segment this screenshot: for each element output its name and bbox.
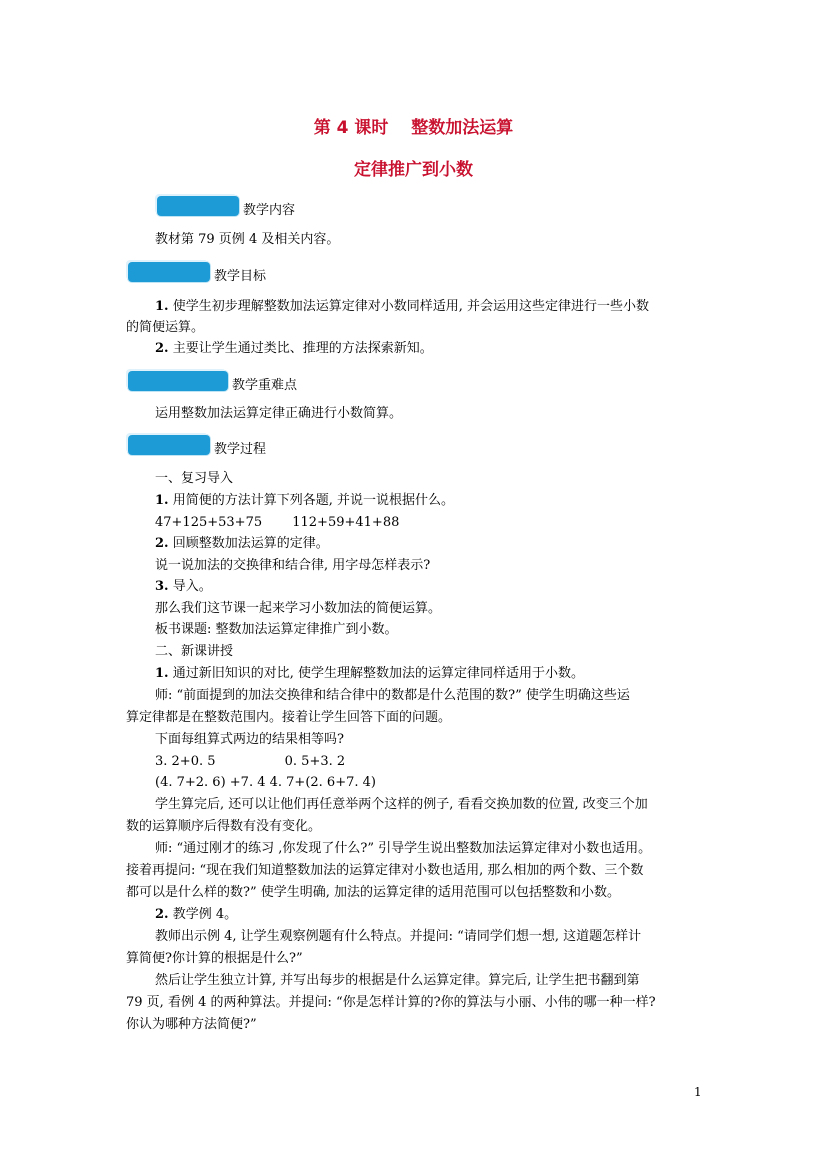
goal-1-continued: 的简便运算。 xyxy=(126,320,205,335)
content-text: 教材第 79 页例 4 及相关内容。 xyxy=(155,232,340,247)
review-item-3 xyxy=(155,577,212,597)
review-item-2-number: 2. xyxy=(155,536,169,551)
goal-1-number: 1. xyxy=(155,299,169,314)
lesson-item-1-para3-line3: 都可以是什么样的数?” 使学生明确, 加法的运算定律的适用范围可以包括整数和小数。 xyxy=(126,885,621,900)
lesson-item-2-para2-line2: 79 页, 看例 4 的两种算法。并提问: “你是怎样计算的?你的算法与小丽、小伟的哪一种一样? xyxy=(126,995,656,1010)
lesson-item-1 xyxy=(155,664,584,684)
lesson-item-1-para1-line2: 算定律都是在整数范围内。接着让学生回答下面的问题。 xyxy=(126,710,452,725)
review-item-3-text: 导入。 xyxy=(168,579,212,594)
review-item-1 xyxy=(155,491,454,511)
review-item-3-number: 3. xyxy=(155,579,169,594)
lesson-item-1-para3-line2: 接着再提问: “现在我们知道整数加法的运算定律对小数也适用, 那么相加的两个数、三个数 xyxy=(126,863,644,878)
lesson-item-1-text: 通过新旧知识的对比, 使学生理解整数加法的运算定律同样适用于小数。 xyxy=(168,666,584,681)
section-goals-header xyxy=(128,262,328,286)
lesson-item-1-number: 1. xyxy=(155,666,169,681)
goal-1-text: 使学生初步理解整数加法运算定律对小数同样适用, 并会运用这些定律进行一些小数 xyxy=(168,299,649,314)
section-marker xyxy=(128,371,228,391)
lesson-item-1-para2-line2: 数的运算顺序后得数有没有变化。 xyxy=(126,819,322,834)
section-process-header xyxy=(128,435,328,459)
page-title-line1: 第 4 课时 整数加法运算 xyxy=(313,118,514,138)
goal-1 xyxy=(155,297,649,317)
lesson-item-2-para1-line1: 教师出示例 4, 让学生观察例题有什么特点。并提问: “请同学们想一想, 这道题怎样计 xyxy=(155,929,642,944)
lesson-item-1-para1-line1: 师: “前面提到的加法交换律和结合律中的数都是什么范围的数?” 使学生明确这些运 xyxy=(155,688,630,703)
page-number: 1 xyxy=(694,1085,702,1099)
review-item-3-detail-2: 板书课题: 整数加法运算定律推广到小数。 xyxy=(155,622,398,637)
process-part1-heading: 一、复习导入 xyxy=(155,471,234,486)
example-expression-2: (4. 7+2. 6) +7. 4 4. 7+(2. 6+7. 4) xyxy=(155,775,376,790)
lesson-item-1-para2-line1: 学生算完后, 还可以让他们再任意举两个这样的例子, 看看交换加数的位置, 改变三个加 xyxy=(155,797,648,812)
section-content-header xyxy=(157,196,357,220)
lesson-item-2 xyxy=(155,905,237,925)
section-keypoints-header xyxy=(128,371,348,395)
review-item-3-detail-1: 那么我们这节课一起来学习小数加法的简便运算。 xyxy=(155,601,442,616)
section-goals-title: 教学目标 xyxy=(214,269,267,284)
lesson-item-1-question: 下面每组算式两边的结果相等吗? xyxy=(155,732,344,747)
example-expression-1: 3. 2+0. 5 0. 5+3. 2 xyxy=(155,754,346,769)
review-item-2-text: 回顾整数加法运算的定律。 xyxy=(168,536,329,551)
section-process-title: 教学过程 xyxy=(214,442,267,457)
section-marker xyxy=(128,262,210,282)
section-marker xyxy=(128,435,210,455)
lesson-item-2-para1-line2: 算简便?你计算的根据是什么?” xyxy=(126,951,303,966)
goal-2-number: 2. xyxy=(155,341,169,356)
review-item-2 xyxy=(155,534,329,554)
keypoints-text: 运用整数加法运算定律正确进行小数简算。 xyxy=(155,406,403,421)
lesson-item-2-para2-line3: 你认为哪种方法简便?” xyxy=(126,1017,257,1032)
section-marker xyxy=(157,196,239,216)
review-item-1-text: 用简便的方法计算下列各题, 并说一说根据什么。 xyxy=(168,493,454,508)
review-item-2-detail: 说一说加法的交换律和结合律, 用字母怎样表示? xyxy=(155,558,431,573)
section-content-title: 教学内容 xyxy=(243,203,296,218)
process-part2-heading: 二、新课讲授 xyxy=(155,644,234,659)
review-expressions: 47+125+53+75 112+59+41+88 xyxy=(155,515,400,530)
goal-2 xyxy=(155,339,433,359)
review-item-1-number: 1. xyxy=(155,493,169,508)
goal-2-text: 主要让学生通过类比、推理的方法探索新知。 xyxy=(168,341,433,356)
lesson-item-2-para2-line1: 然后让学生独立计算, 并写出每步的根据是什么运算定律。算完后, 让学生把书翻到第 xyxy=(155,973,640,988)
page-title-line2: 定律推广到小数 xyxy=(354,160,473,180)
lesson-item-2-number: 2. xyxy=(155,907,169,922)
lesson-item-2-text: 教学例 4。 xyxy=(168,907,238,922)
section-keypoints-title: 教学重难点 xyxy=(232,378,298,393)
lesson-item-1-para3-line1: 师: “通过刚才的练习 ,你发现了什么?” 引导学生说出整数加法运算定律对小数也适用。 xyxy=(155,841,652,856)
